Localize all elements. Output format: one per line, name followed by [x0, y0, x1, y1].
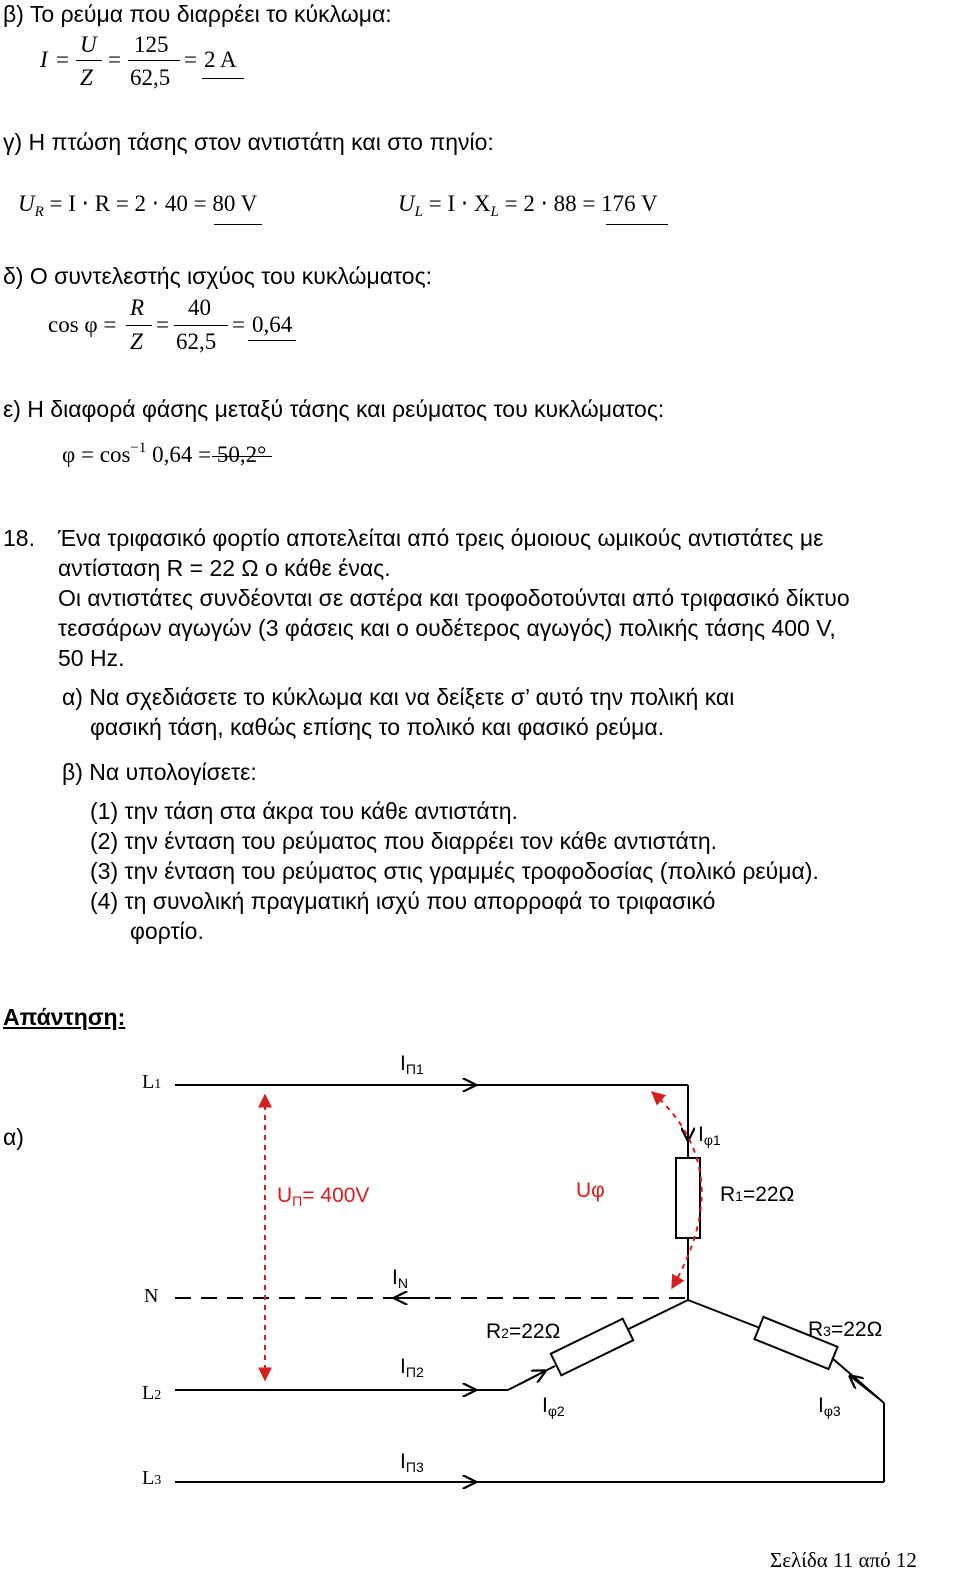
label-ip2: IΠ2 — [400, 1355, 424, 1380]
gamma-heading: γ) Η πτώση τάσης στον αντιστάτη και στο πηνίο: — [3, 129, 494, 155]
label-n: N — [144, 1285, 159, 1307]
delta-result: 0,64 — [252, 312, 293, 337]
delta-num: R — [130, 295, 145, 320]
label-r3: R3=22Ω — [808, 1318, 883, 1341]
question-item-4-cont: φορτίο. — [130, 918, 204, 944]
beta-num: U — [80, 32, 97, 57]
question-a-line-1: α) Να σχεδιάσετε το κύκλωμα και να δείξετε σ’ αυτό την πολική και — [62, 684, 735, 710]
label-in: IN — [392, 1266, 408, 1291]
gamma-ul-underline — [606, 224, 668, 225]
resistor-r1 — [676, 1158, 700, 1238]
question-b-line: β) Να υπολογίσετε: — [62, 759, 257, 785]
beta-lhs: I — [40, 47, 48, 72]
label-if3: Iφ3 — [818, 1394, 841, 1419]
beta-den2: 62,5 — [130, 65, 171, 90]
phase3-wire-upper — [688, 1300, 760, 1328]
gamma-ur-underline — [214, 224, 262, 225]
epsilon-result-underline — [212, 456, 272, 457]
problem-line-2: αντίσταση R = 22 Ω ο κάθε ένας. — [58, 555, 391, 581]
delta-num2: 40 — [188, 295, 211, 320]
delta-den2: 62,5 — [176, 329, 217, 354]
delta-frac-bar-2 — [174, 325, 228, 326]
resistor-r2 — [551, 1319, 633, 1376]
beta-eq1: = — [56, 47, 69, 72]
beta-heading: β) Το ρεύμα που διαρρέει το κύκλωμα: — [3, 1, 392, 27]
label-r2: R2=22Ω — [486, 1320, 561, 1343]
star-circuit-diagram — [0, 1000, 960, 1581]
beta-result-underline — [202, 78, 244, 79]
question-item-1: (1) την τάση στα άκρα του κάθε αντιστάτη. — [90, 798, 518, 824]
label-l3: L3 — [142, 1467, 162, 1489]
problem-line-1: Ένα τριφασικό φορτίο αποτελείται από τρεις όμοιους ωμικούς αντιστάτες με — [58, 525, 824, 551]
label-l1: L1 — [142, 1071, 162, 1093]
beta-num2: 125 — [134, 32, 169, 57]
epsilon-result: 50,2° — [216, 442, 267, 467]
delta-heading: δ) Ο συντελεστής ισχύος του κυκλώματος: — [3, 263, 433, 289]
delta-eq3: = — [232, 312, 245, 337]
delta-frac-bar-1 — [126, 325, 152, 326]
problem-line-3: Οι αντιστάτες συνδέονται σε αστέρα και τροφοδοτούνται από τριφασικό δίκτυο — [58, 585, 850, 611]
page-number: Σελίδα 11 από 12 — [770, 1548, 917, 1572]
beta-frac-bar-2 — [128, 60, 180, 61]
current-if3-arrow — [850, 1376, 878, 1398]
answer-heading: Απάντηση: — [3, 1004, 126, 1030]
delta-den: Z — [130, 329, 143, 354]
label-uf: Uφ — [576, 1179, 605, 1202]
gamma-ul-result: 176 V — [601, 191, 658, 216]
beta-eq3: = — [184, 47, 197, 72]
beta-den: Z — [80, 65, 93, 90]
label-l2: L2 — [142, 1382, 162, 1404]
beta-eq2: = — [108, 47, 121, 72]
delta-eq2: = — [156, 312, 169, 337]
question-item-2: (2) την ένταση του ρεύματος που διαρρέει τον κάθε αντιστάτη. — [90, 828, 718, 854]
beta-frac-bar-1 — [76, 60, 102, 61]
label-if2: Iφ2 — [542, 1394, 565, 1419]
epsilon-equation: $\varphi = \cos^{-1} 0,64 = 50,2^\circ$ — [62, 440, 267, 467]
problem-number: 18. — [3, 525, 35, 551]
label-up: UΠ= 400V — [277, 1184, 370, 1209]
delta-lhs: cos φ = — [48, 312, 117, 337]
problem-line-5: 50 Hz. — [58, 645, 125, 671]
question-item-3: (3) την ένταση του ρεύματος στις γραμμές τροφοδοσίας (πολικό ρεύμα). — [90, 858, 819, 884]
epsilon-heading: ε) Η διαφορά φάσης μεταξύ τάσης και ρεύματος του κυκλώματος: — [3, 396, 665, 422]
gamma-ul-equation: $U_L = I \cdot X_L = 2 \cdot 88 = 176$ V — [398, 191, 658, 220]
question-item-4: (4) τη συνολική πραγματική ισχύ που απορροφά το τριφασικό — [90, 888, 716, 914]
label-r1: R1=22Ω — [720, 1183, 795, 1206]
label-ip3: IΠ3 — [400, 1450, 424, 1475]
current-if2-arrow — [520, 1371, 545, 1384]
delta-result-underline — [248, 340, 296, 341]
label-ip1: IΠ1 — [400, 1052, 424, 1077]
gamma-ur-equation: $U_R = I \cdot R = 2 \cdot 40 = 80$ V — [18, 191, 258, 220]
beta-result: 2 A — [204, 47, 237, 72]
gamma-ur-result: 80 V — [212, 191, 258, 216]
question-a-line-2: φασική τάση, καθώς επίσης το πολικό και φασικό ρεύμα. — [90, 714, 665, 740]
answer-part-label: α) — [3, 1124, 24, 1150]
problem-line-4: τεσσάρων αγωγών (3 φάσεις και ο ουδέτερος αγωγός) πολικής τάσης 400 V, — [58, 615, 836, 641]
label-if1: Iφ1 — [698, 1123, 721, 1148]
